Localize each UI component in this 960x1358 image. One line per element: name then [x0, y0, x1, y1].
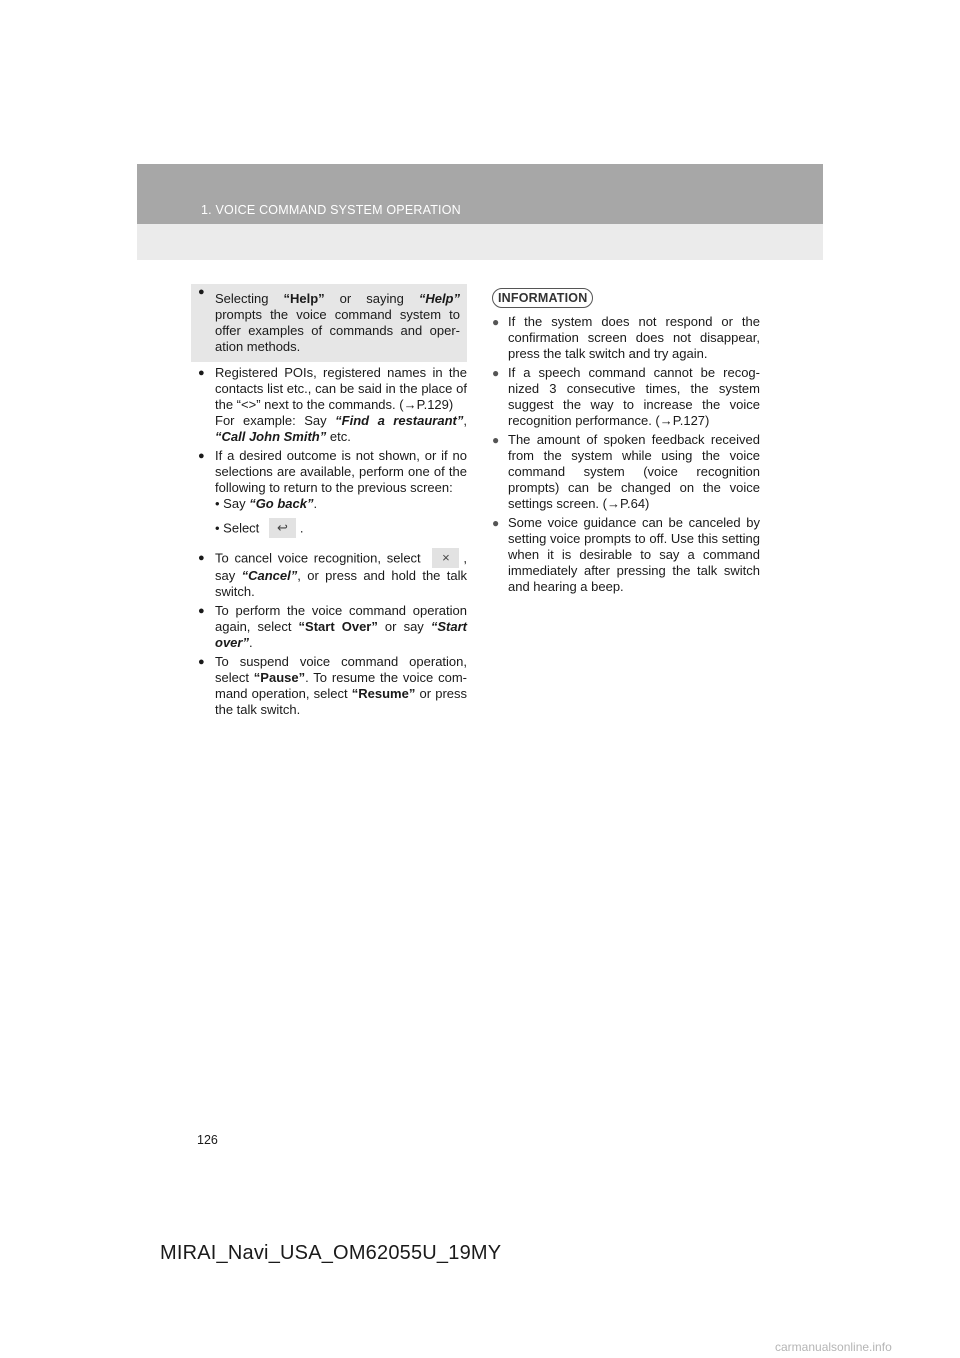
- start-over-item: ● To perform the voice command operation again, select “Start Over” or say “Start over”.: [198, 603, 467, 650]
- page-number: 126: [197, 1133, 218, 1147]
- bullet-icon: ●: [492, 433, 500, 447]
- information-column: [492, 288, 760, 598]
- bullet-icon: ●: [198, 367, 205, 379]
- help-note-text: Selecting “Help” or saying “Help” prompts the voice command system to offer examples of commands and operation methods.: [215, 291, 460, 354]
- cancel-item: ● To cancel voice recognition, select × , say “Cancel”, or press and hold the talk switch.: [198, 550, 468, 599]
- example-line: For example: Say “Find a restaurant”, “Call John Smith” etc.: [215, 413, 467, 444]
- select-back-line: • Select ↩ .: [215, 520, 467, 538]
- document-code: MIRAI_Navi_USA_OM62055U_19MY: [160, 1242, 502, 1264]
- help-note-box: [191, 284, 467, 362]
- outcome-item: ● If a desired outcome is not shown, or if no selections are available, perform one of the following to return to the previous screen: • Say “Go back”. • Select ↩ .: [197, 448, 467, 538]
- header-bar: [137, 164, 823, 224]
- info-item: ● Some voice guidance can be canceled by setting voice prompts to off. Use this setting when it is desirable to say a command immediately after pressing the talk switch and hearing a beep.: [492, 515, 760, 594]
- bullet-icon: ●: [492, 516, 500, 530]
- bullet-icon: ●: [198, 656, 205, 668]
- registered-item: ● Registered POIs, registered names in the contacts list etc., can be said in the place of the “<>” next to the commands. (→P.129) For example: Say “Find a restaurant”, “Call John Smith” etc.: [198, 365, 467, 444]
- bullet-icon: ●: [492, 366, 500, 380]
- bullet-icon: ●: [198, 552, 205, 564]
- back-icon: ↩: [269, 518, 296, 538]
- left-column: [197, 284, 467, 721]
- information-label: INFORMATION: [492, 288, 593, 308]
- close-icon: ×: [432, 548, 459, 568]
- pause-item: ● To suspend voice command operation, select “Pause”. To resume the voice command operation, select “Resume” or press the talk switch.: [198, 654, 468, 717]
- watermark-link[interactable]: carmanualsonline.info: [775, 1340, 892, 1354]
- bullet-icon: ●: [198, 450, 205, 462]
- header-band: [137, 164, 823, 260]
- section-title: 1. VOICE COMMAND SYSTEM OPERATION: [201, 203, 461, 217]
- info-item: ● If a speech command cannot be recognized 3 consecutive times, the system suggest the way to increase the voice recognition performance. (→P.127): [492, 365, 760, 428]
- bullet-icon: ●: [492, 315, 500, 329]
- info-item: ● If the system does not respond or the confirmation screen does not disappear, press the talk switch and try again.: [492, 314, 760, 361]
- bullet-icon: ●: [198, 286, 205, 298]
- say-go-back-line: • Say “Go back”.: [215, 496, 318, 511]
- help-label: “Help”: [283, 291, 325, 306]
- help-voice: “Help”: [418, 291, 460, 306]
- bullet-icon: ●: [198, 605, 205, 617]
- info-item: ● The amount of spoken feedback received from the system while using the voice command system (voice recognition prompts) can be changed on the voice settings screen. (→P.64): [492, 432, 760, 511]
